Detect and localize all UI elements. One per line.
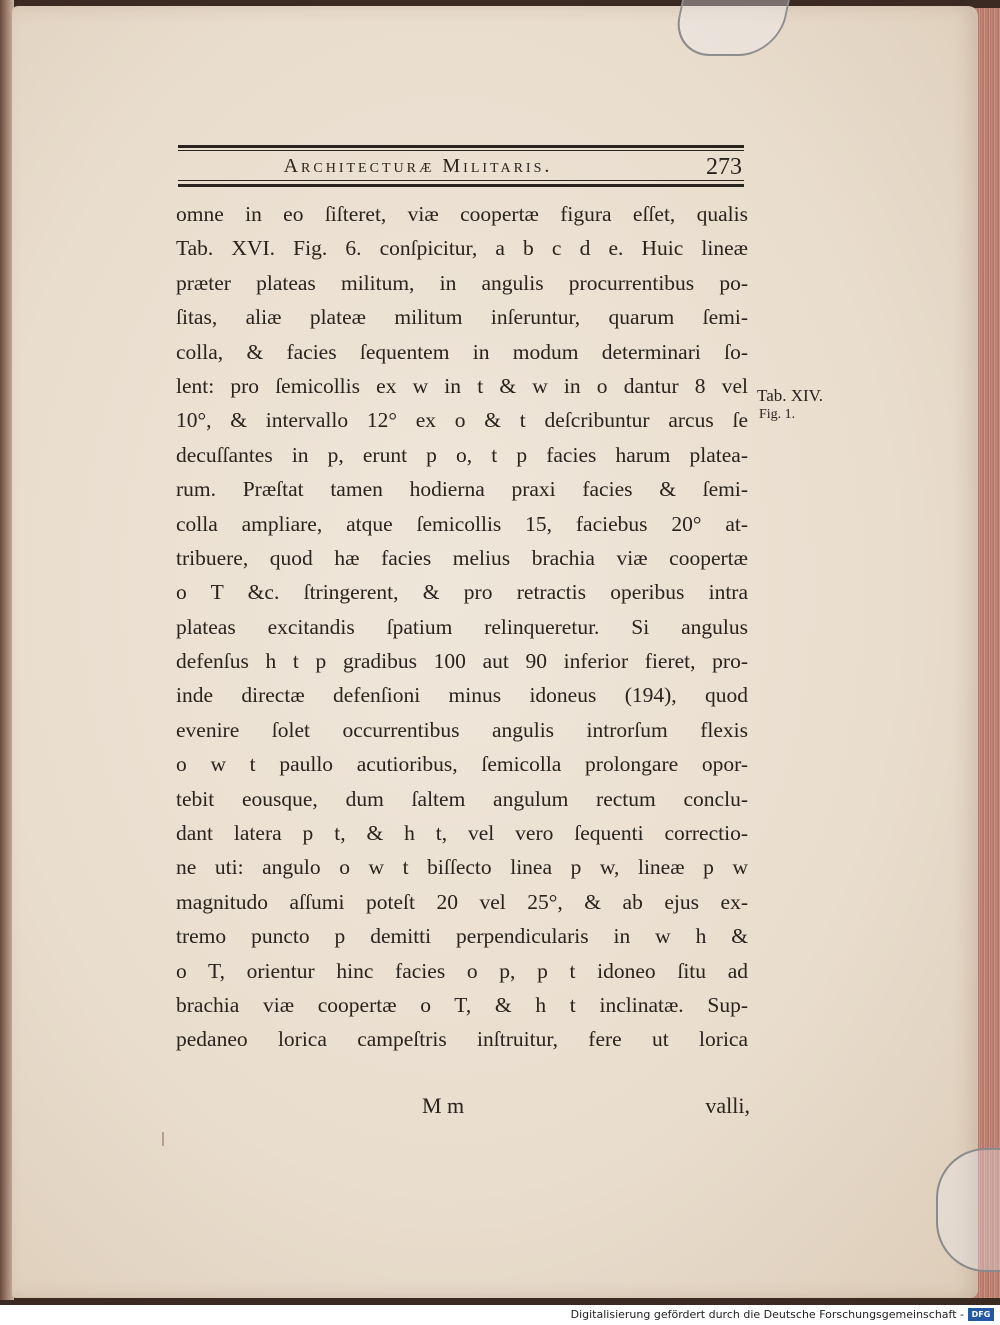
ink-mark [162, 1132, 164, 1146]
text-line: brachia viæ coopertæ o T, & h t inclinatæ. Sup- [176, 992, 748, 1017]
dfg-logo: DFG [968, 1308, 994, 1321]
digitization-footer [0, 1305, 1000, 1325]
marginal-note [757, 386, 847, 424]
text-line: rum. Præſtat tamen hodierna praxi facies & ſemi- [176, 477, 748, 502]
text-line: tremo puncto p demitti perpendicularis in w h & [176, 924, 748, 949]
text-line: tebit eousque, dum ſaltem angulum rectum conclu- [176, 786, 748, 811]
header-rule-bottom-thin [178, 180, 744, 181]
text-line: defenſus h t p gradibus 100 aut 90 inferior fieret, pro- [176, 649, 748, 674]
text-line: ne uti: angulo o w t biſſecto linea p w, lineæ p w [176, 855, 748, 880]
text-line: o w t paullo acutioribus, ſemicolla prolongare opor- [176, 752, 748, 777]
text-line: magnitudo aſſumi poteſt 20 vel 25°, & ab ejus ex- [176, 889, 748, 914]
marginal-note-table: Tab. XIV. [757, 386, 824, 405]
text-line: colla ampliare, atque ſemicollis 15, faciebus 20° at- [176, 511, 748, 536]
text-line: ſitas, aliæ plateæ militum inſeruntur, quarum ſemi- [176, 305, 748, 330]
text-line: o T &c. ſtringerent, & pro retractis operibus intra [176, 580, 748, 605]
header-rule-top [178, 145, 744, 148]
body-text [176, 197, 748, 1057]
text-line: decuſſantes in p, erunt p o, t p facies harum platea- [176, 442, 748, 467]
text-line: colla, & facies ſequentem in modum determinari ſo- [176, 339, 748, 364]
text-line: 10°, & intervallo 12° ex o & t deſcribuntur arcus ſe [176, 408, 748, 433]
marginal-note-figure: Fig. 1. [759, 407, 796, 422]
funding-credit: Digitalisierung gefördert durch die Deutsche Forschungsgemeinschaft - [570, 1308, 964, 1321]
text-line: tribuere, quod hæ facies melius brachia viæ coopertæ [176, 545, 748, 570]
text-line: o T, orientur hinc facies o p, p t idoneo ſitu ad [176, 958, 748, 983]
header-rule-top-thin [178, 150, 744, 151]
text-line: omne in eo ſiſteret, viæ coopertæ figura eſſet, qualis [176, 202, 748, 226]
signature-mark: M m [422, 1093, 465, 1118]
page-number: 273 [706, 154, 742, 180]
text-line: evenire ſolet occurrentibus angulis introrſum flexis [176, 717, 748, 742]
text-line: præter plateas militum, in angulis procurrentibus po- [176, 270, 748, 295]
header-rule-bottom [178, 184, 744, 187]
text-line: inde directæ defenſioni minus idoneus (194), quod [176, 683, 748, 708]
running-head: Architecturæ Militaris. [283, 155, 553, 177]
catchword: valli, [705, 1093, 750, 1118]
text-line: pedaneo lorica campeſtris inſtruitur, fere ut lorica [176, 1027, 748, 1052]
text-line: lent: pro ſemicollis ex w in t & w in o dantur 8 vel [176, 373, 748, 398]
text-line: plateas excitandis ſpatium relinqueretur. Si angulus [176, 614, 748, 639]
text-line: Tab. XVI. Fig. 6. conſpicitur, a b c d e. Huic lineæ [176, 236, 748, 261]
text-line: dant latera p t, & h t, vel vero ſequenti correctio- [176, 821, 748, 846]
